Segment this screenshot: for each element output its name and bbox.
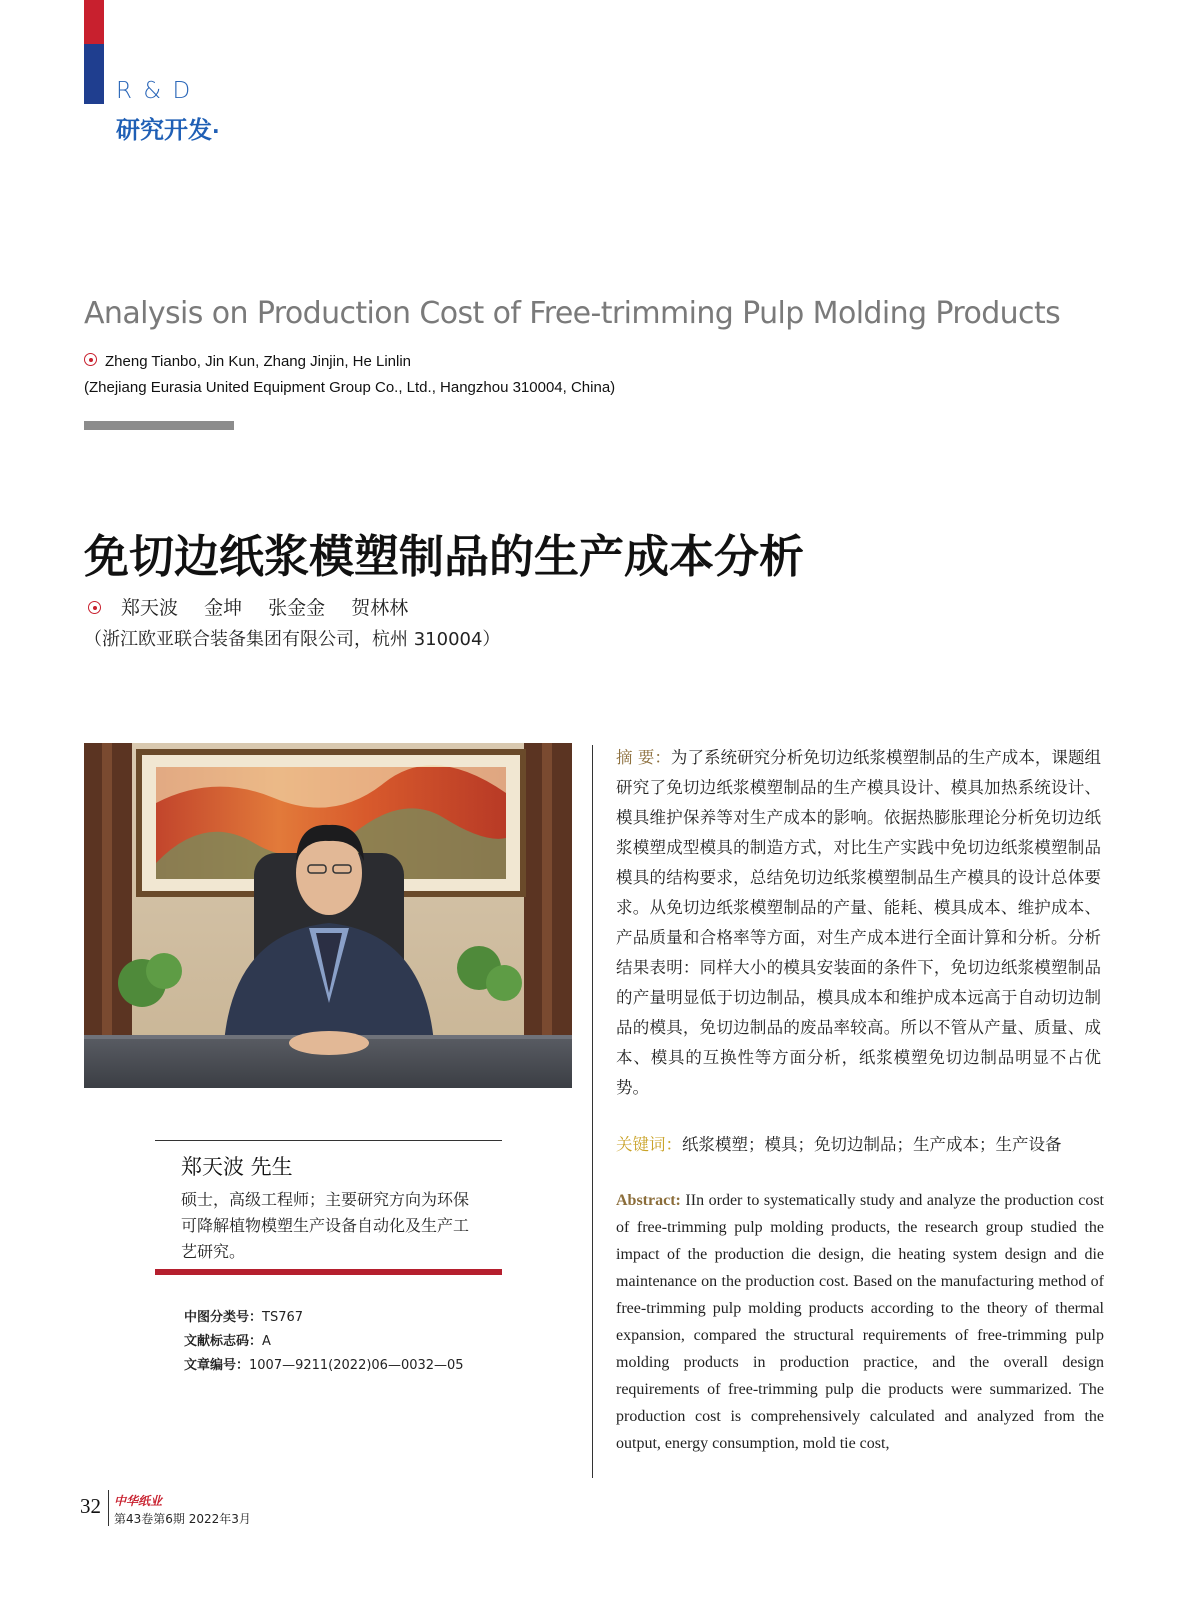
section-label-cn (116, 110, 220, 145)
bio-name: 郑天波 先生 (181, 1155, 293, 1179)
bio-text: 硕士，高级工程师；主要研究方向为环保可降解植物模塑生产设备自动化及生产工艺研究。 (181, 1190, 470, 1261)
english-abstract-text: IIn order to systematically study and analyze the production cost of free-trimming pulp molding products, the research group studied the impact of the production die design, die heating system design and die maintenance on the production cost. Based on the manufacturing method of free-trimming pulp molding products according to the theory of thermal expansion, compared the structural requirements of free-trimming pulp molding products in production practice, and the overall design requirements of free-trimming pulp die products were summarized. The production cost is comprehensively calculated and analyzed from the output, energy consumption, mold tie cost, (616, 1192, 1104, 1452)
meta-key: 中图分类号： (184, 1310, 263, 1325)
header-tab-red (84, 0, 104, 44)
journal-logo: 中华纸业 (114, 1494, 163, 1508)
author-photo-illustration (84, 743, 572, 1088)
english-abstract (616, 1187, 1104, 1457)
footer-issue: 第43卷第6期 2022年3月 (114, 1512, 251, 1526)
keywords (616, 1131, 1106, 1155)
meta-row (184, 1306, 464, 1330)
footer-rule (108, 1490, 109, 1526)
header-tab-blue (84, 44, 104, 104)
meta-value: A (262, 1334, 271, 1349)
author-photo (84, 743, 572, 1088)
meta-row (184, 1330, 464, 1354)
author-name: 金坤 (204, 597, 243, 619)
keywords-label: 关键词： (616, 1135, 682, 1154)
target-bullet-icon (84, 353, 97, 366)
chinese-title: 免切边纸浆模塑制品的生产成本分析 (84, 530, 805, 583)
target-bullet-icon (88, 601, 101, 614)
english-title: Analysis on Production Cost of Free-trimming Pulp Molding Products (84, 296, 1061, 331)
bio-top-rule (155, 1140, 502, 1141)
meta-value: TS767 (262, 1310, 304, 1325)
author-name: 贺林林 (351, 597, 409, 619)
divider-bar (84, 421, 234, 430)
chinese-authors (88, 593, 428, 620)
page-number: 32 (80, 1494, 101, 1518)
section-label-cn-text: 研究开发 (116, 116, 212, 144)
meta-key: 文献标志码： (184, 1334, 263, 1349)
keywords-text: 纸浆模塑；模具；免切边制品；生产成本；生产设备 (682, 1135, 1062, 1154)
meta-row (184, 1354, 464, 1378)
chinese-abstract-label: 摘 要： (616, 748, 671, 767)
section-dot: · (212, 119, 220, 143)
author-name: 郑天波 (121, 597, 179, 619)
chinese-abstract (616, 743, 1101, 1103)
english-affiliation: (Zhejiang Eurasia United Equipment Group Co., Ltd., Hangzhou 310004, China) (84, 379, 616, 396)
meta-value: 1007—9211(2022)06—0032—05 (249, 1358, 464, 1373)
meta-key: 文章编号： (184, 1358, 250, 1373)
section-label-en: R & D (116, 78, 193, 104)
chinese-affiliation: （浙江欧亚联合装备集团有限公司，杭州 310004） (84, 629, 501, 650)
author-name: 张金金 (268, 597, 326, 619)
english-authors-text: Zheng Tianbo, Jin Kun, Zhang Jinjin, He Linlin (105, 353, 412, 370)
bio-bottom-rule (155, 1269, 502, 1275)
chinese-abstract-text: 为了系统研究分析免切边纸浆模塑制品的生产成本，课题组研究了免切边纸浆模塑制品的生产模具设计、模具加热系统设计、模具维护保养等对生产成本的影响。依据热膨胀理论分析免切边纸浆模塑成型模具的制造方式，对比生产实践中免切边纸浆模塑制品模具的结构要求，总结免切边纸浆模塑制品生产模具的设计总体要求。从免切边纸浆模塑制品的产量、能耗、模具成本、维护成本、产品质量和合格率等方面，对生产成本进行全面计算和分析。分析结果表明：同样大小的模具安装面的条件下，免切边纸浆模塑制品的产量明显低于切边制品，模具成本和维护成本远高于自动切边制品的模具，免切边制品的废品率较高。所以不管从产量、质量、成本、模具的互换性等方面分析，纸浆模塑免切边制品明显不占优势。 (616, 748, 1101, 1097)
article-meta (184, 1306, 464, 1378)
english-authors (84, 353, 411, 370)
english-abstract-label: Abstract: (616, 1192, 681, 1209)
column-rule (592, 745, 593, 1478)
